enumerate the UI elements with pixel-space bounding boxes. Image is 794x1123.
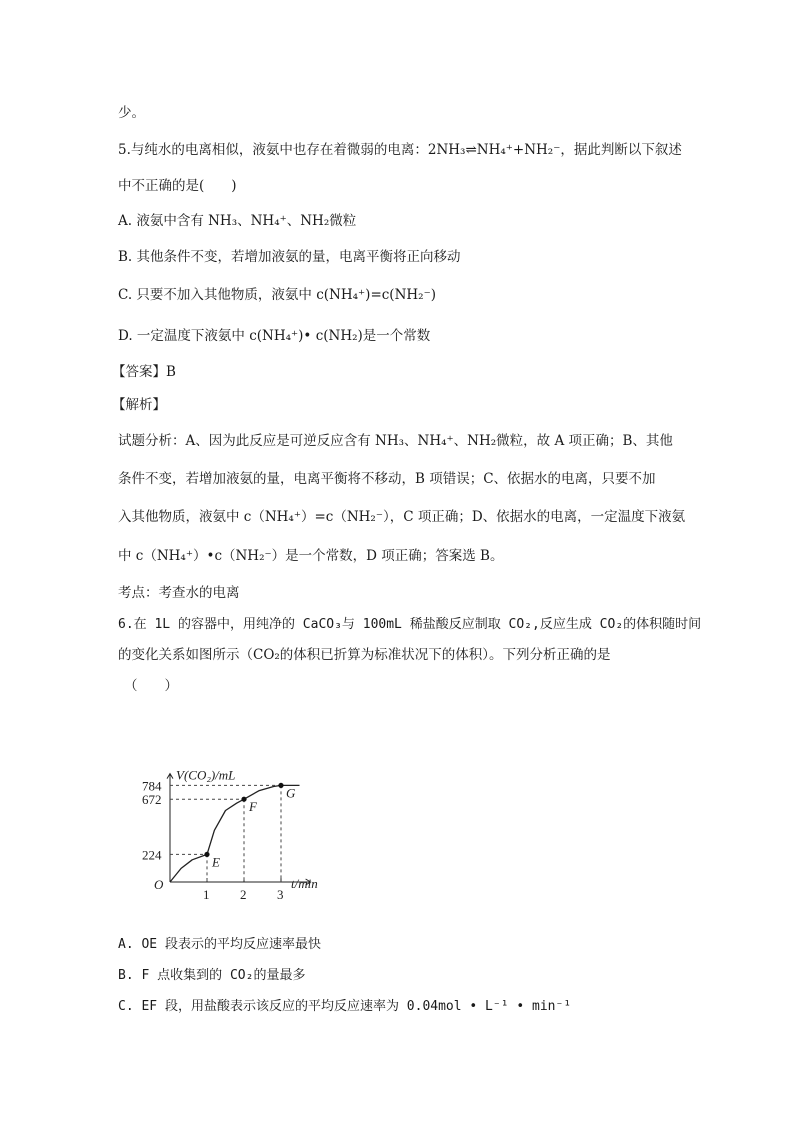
y-tick-label: 784 <box>142 778 162 794</box>
question-6-bracket: （ ） <box>124 678 178 694</box>
answer: 【答案】B <box>112 364 176 380</box>
option-a: A. 液氨中含有 NH₃、NH₄⁺、NH₂微粒 <box>118 213 357 229</box>
y-axis-label: V(CO₂)/mL <box>176 767 236 783</box>
y-tick-label: 224 <box>142 847 162 863</box>
analysis-line-2: 条件不变，若增加液氨的量，电离平衡将不移动，B 项错误；C、依据水的电离，只要不加 <box>118 471 656 487</box>
option-d: D. 一定温度下液氨中 c(NH₄⁺)• c(NH₂)是一个常数 <box>118 328 431 344</box>
analysis-line-3: 入其他物质，液氨中 c（NH₄⁺）=c（NH₂⁻），C 项正确；D、依据水的电离，一定温度下液氨 <box>118 509 686 525</box>
point-g <box>278 783 283 788</box>
option-b: B. 其他条件不变，若增加液氨的量，电离平衡将正向移动 <box>118 249 461 265</box>
question-5-stem-cont: 中不正确的是( ) <box>118 178 237 194</box>
knowledge-point: 考点：考查水的电离 <box>118 585 240 601</box>
origin-label: O <box>154 877 164 892</box>
option-6c: C. EF 段，用盐酸表示该反应的平均反应速率为 0.04mol • L⁻¹ • min⁻¹ <box>118 999 572 1014</box>
series-line <box>170 785 300 882</box>
question-5-stem: 5.与纯水的电离相似，液氨中也存在着微弱的电离：2NH₃⇌NH₄⁺+NH₂⁻，据此判断以下叙述 <box>118 142 682 158</box>
question-6-stem-cont: 的变化关系如图所示（CO₂的体积已折算为标准状况下的体积）。下列分析正确的是 <box>118 647 611 663</box>
x-tick-label: 1 <box>203 887 210 902</box>
chart-svg <box>140 722 340 900</box>
x-tick-label: 2 <box>240 887 247 902</box>
option-6a: A. OE 段表示的平均反应速率最快 <box>118 937 321 952</box>
point-label-e: E <box>212 854 220 870</box>
point-label-f: F <box>249 799 257 815</box>
analysis-line-4: 中 c（NH₄⁺）•c（NH₂⁻）是一个常数，D 项正确；答案选 B。 <box>118 548 504 564</box>
x-tick-label: 3 <box>277 887 284 902</box>
analysis-line-1: 试题分析：A、因为此反应是可逆反应含有 NH₃、NH₄⁺、NH₂微粒，故 A 项正确；B、其他 <box>118 433 673 449</box>
option-6b: B. F 点收集到的 CO₂的量最多 <box>118 968 306 983</box>
co2-volume-chart <box>140 722 340 900</box>
point-e <box>204 852 209 857</box>
x-axis-label: t/min <box>291 876 318 891</box>
text-line-0: 少。 <box>118 105 145 121</box>
question-6-stem: 6.在 1L 的容器中，用纯净的 CaCO₃与 100mL 稀盐酸反应制取 CO₂,反应生成 CO₂的体积随时间 <box>118 617 702 632</box>
y-tick-label: 672 <box>142 792 162 808</box>
analysis-heading: 【解析】 <box>112 397 166 413</box>
point-f <box>241 797 246 802</box>
option-c: C. 只要不加入其他物质，液氨中 c(NH₄⁺)=c(NH₂⁻) <box>118 287 436 303</box>
point-label-g: G <box>286 785 296 801</box>
